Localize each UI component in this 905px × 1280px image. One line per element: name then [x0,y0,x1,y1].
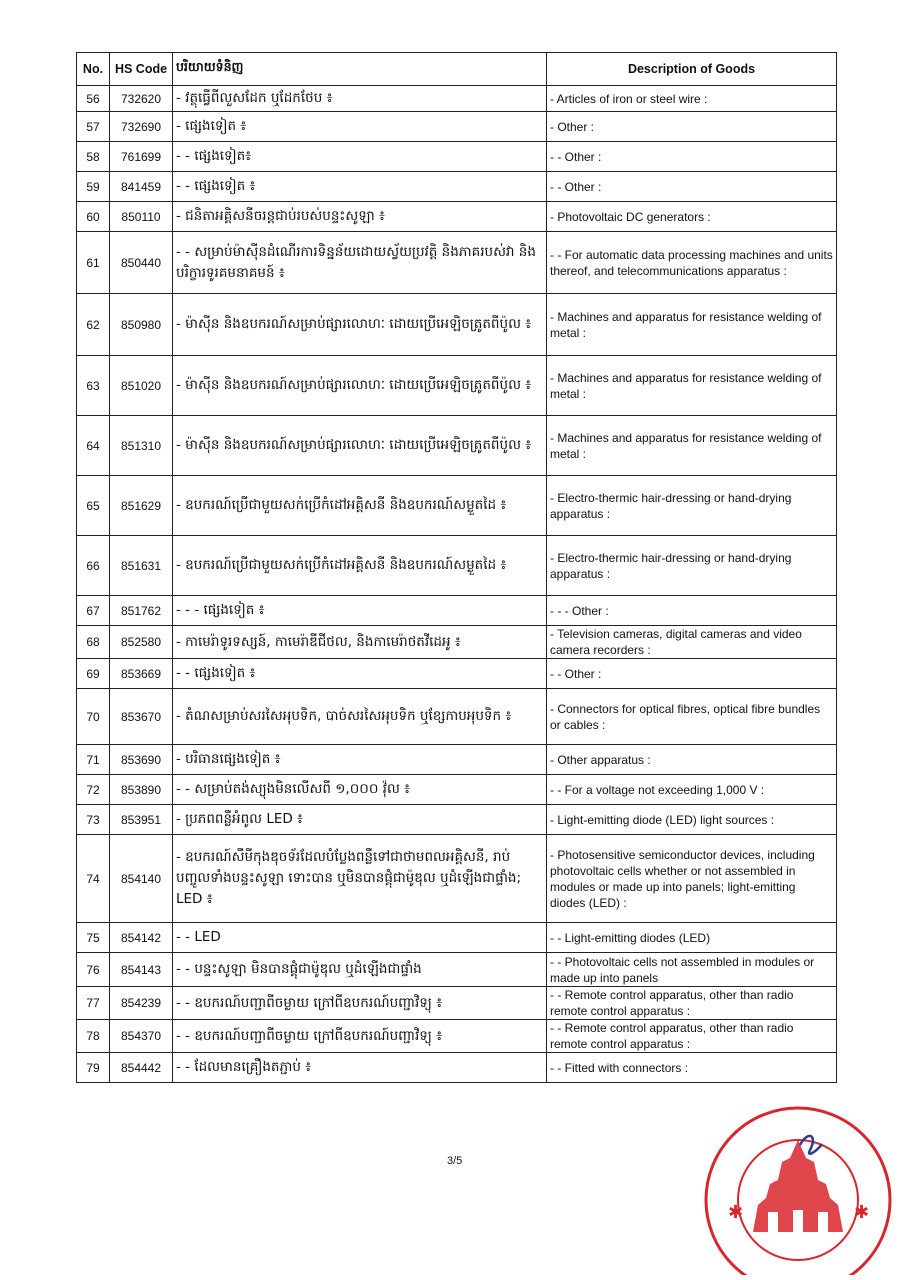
cell-english-description: - Photosensitive semiconductor devices, including photovoltaic cells whether or not assembled in modules or made up into panels; light-emitting diodes (LED) : [547,835,837,923]
cell-no: 63 [77,356,110,416]
cell-english-description: - Light-emitting diode (LED) light sources : [547,805,837,835]
cell-no: 64 [77,416,110,476]
cell-no: 76 [77,953,110,987]
cell-khmer-description: - ផ្សេងទៀត ៖ [173,112,547,142]
table-row [77,112,837,142]
cell-hs-code: 732620 [110,86,173,112]
cell-no: 62 [77,294,110,356]
cell-no: 67 [77,596,110,626]
cell-english-description: - - For automatic data processing machines and units thereof, and telecommunications apparatus : [547,232,837,294]
cell-khmer-description: - បរិធានផ្សេងទៀត ៖ [173,745,547,775]
cell-english-description: - - Light-emitting diodes (LED) [547,923,837,953]
table-row [77,835,837,923]
cell-hs-code: 854370 [110,1020,173,1053]
cell-no: 73 [77,805,110,835]
table-row [77,775,837,805]
cell-no: 65 [77,476,110,536]
cell-english-description: - - Other : [547,659,837,689]
cell-english-description: - - Remote control apparatus, other than radio remote control apparatus : [547,987,837,1020]
cell-hs-code: 853669 [110,659,173,689]
cell-hs-code: 850440 [110,232,173,294]
cell-khmer-description: - - សម្រាប់ម៉ាស៊ីនដំណើរការទិន្នន័យដោយស្វ័យប្រវត្តិ និងភាគរបស់វា និងបរិក្ខារទូរគមនាគមន៍ ៖ [173,232,547,294]
cell-no: 74 [77,835,110,923]
cell-khmer-description: - - - ផ្សេងទៀត ៖ [173,596,547,626]
header-no: No. [77,53,110,86]
cell-english-description: - Electro-thermic hair-dressing or hand-drying apparatus : [547,476,837,536]
cell-khmer-description: - - ឧបករណ៍បញ្ជាពីចម្ងាយ ក្រៅពីឧបករណ៍បញ្ជាវិទ្យុ ៖ [173,987,547,1020]
table-row [77,142,837,172]
cell-english-description: - Other : [547,112,837,142]
cell-no: 60 [77,202,110,232]
table-row [77,987,837,1020]
table-row [77,356,837,416]
cell-no: 66 [77,536,110,596]
table-row [77,202,837,232]
cell-english-description: - Articles of iron or steel wire : [547,86,837,112]
table-row [77,416,837,476]
cell-hs-code: 852580 [110,626,173,659]
cell-english-description: - - - Other : [547,596,837,626]
cell-no: 57 [77,112,110,142]
cell-english-description: - Television cameras, digital cameras and video camera recorders : [547,626,837,659]
cell-english-description: - - Fitted with connectors : [547,1053,837,1083]
cell-hs-code: 850110 [110,202,173,232]
cell-no: 56 [77,86,110,112]
cell-no: 70 [77,689,110,745]
official-seal-icon [698,1100,898,1275]
cell-no: 68 [77,626,110,659]
cell-khmer-description: - ម៉ាស៊ីន និងឧបករណ៍សម្រាប់ផ្សារលោហៈ ដោយប្រើអេឡិចត្រូតពីប៉ូល ៖ [173,356,547,416]
svg-text:✱: ✱ [854,1202,870,1223]
header-english-description: Description of Goods [547,53,837,86]
cell-khmer-description: - - ដែលមានគ្រឿងតភ្ជាប់ ៖ [173,1053,547,1083]
cell-hs-code: 732690 [110,112,173,142]
cell-english-description: - Electro-thermic hair-dressing or hand-drying apparatus : [547,536,837,596]
cell-no: 79 [77,1053,110,1083]
cell-hs-code: 853951 [110,805,173,835]
cell-khmer-description: - - LED [173,923,547,953]
cell-khmer-description: - - ផ្សេងទៀត៖ [173,142,547,172]
table-row [77,923,837,953]
table-row [77,689,837,745]
cell-hs-code: 854140 [110,835,173,923]
cell-hs-code: 854442 [110,1053,173,1083]
table-row [77,953,837,987]
cell-no: 69 [77,659,110,689]
table-body [77,86,837,1083]
cell-hs-code: 854142 [110,923,173,953]
cell-no: 78 [77,1020,110,1053]
cell-hs-code: 851020 [110,356,173,416]
table-row [77,294,837,356]
cell-khmer-description: - - ផ្សេងទៀត ៖ [173,659,547,689]
cell-hs-code: 853690 [110,745,173,775]
cell-hs-code: 854143 [110,953,173,987]
cell-khmer-description: - - ឧបករណ៍បញ្ជាពីចម្ងាយ ក្រៅពីឧបករណ៍បញ្ជាវិទ្យុ ៖ [173,1020,547,1053]
table-row [77,86,837,112]
table-row [77,1020,837,1053]
cell-khmer-description: - ឧបករណ៍សឺមីកុងឌុចទ័រដែលបំប្លែងពន្លឺទៅជាថាមពលអគ្គិសនី, រាប់បញ្ចូលទាំងបន្ទះសូឡា ទោះបាន ឬមិនបានផ្គុំជាម៉ូឌុល ឬដំឡើងជាផ្ទាំង; LED ៖ [173,835,547,923]
cell-no: 77 [77,987,110,1020]
cell-hs-code: 851629 [110,476,173,536]
table-row [77,232,837,294]
cell-no: 72 [77,775,110,805]
table-row [77,745,837,775]
cell-hs-code: 851631 [110,536,173,596]
cell-hs-code: 850980 [110,294,173,356]
cell-english-description: - Machines and apparatus for resistance welding of metal : [547,416,837,476]
cell-hs-code: 851310 [110,416,173,476]
table-row [77,536,837,596]
cell-khmer-description: - ឧបករណ៍ប្រើជាមួយសក់ប្រើកំដៅអគ្គិសនី និងឧបករណ៍សម្ងួតដៃ ៖ [173,476,547,536]
svg-text:✱: ✱ [728,1202,744,1223]
cell-khmer-description: - ជនិតាអគ្គិសនីចរន្តជាប់របស់បន្ទះសូឡា ៖ [173,202,547,232]
cell-english-description: - Connectors for optical fibres, optical fibre bundles or cables : [547,689,837,745]
cell-hs-code: 761699 [110,142,173,172]
cell-english-description: - - Photovoltaic cells not assembled in modules or made up into panels [547,953,837,987]
table-header-row [77,53,837,86]
table-row [77,805,837,835]
cell-khmer-description: - ឧបករណ៍ប្រើជាមួយសក់ប្រើកំដៅអគ្គិសនី និងឧបករណ៍សម្ងួតដៃ ៖ [173,536,547,596]
cell-english-description: - - For a voltage not exceeding 1,000 V : [547,775,837,805]
cell-no: 75 [77,923,110,953]
cell-hs-code: 851762 [110,596,173,626]
cell-khmer-description: - តំណសម្រាប់សរសៃអុបទិក, បាច់សរសៃអុបទិក ឬខ្សែកាបអុបទិក ៖ [173,689,547,745]
cell-english-description: - Photovoltaic DC generators : [547,202,837,232]
table-row [77,476,837,536]
table-row [77,1053,837,1083]
cell-english-description: - - Other : [547,142,837,172]
table-row [77,659,837,689]
cell-no: 58 [77,142,110,172]
header-khmer-description: បរិយាយទំនិញ [173,53,547,86]
cell-khmer-description: - - បន្ទះសូឡា មិនបានផ្គុំជាម៉ូឌុល ឬដំឡើងជាផ្ទាំង [173,953,547,987]
cell-no: 61 [77,232,110,294]
page-number: 3/5 [447,1155,463,1167]
table-row [77,626,837,659]
cell-khmer-description: - ប្រភពពន្លឺអំពូល LED ៖ [173,805,547,835]
cell-hs-code: 853890 [110,775,173,805]
cell-english-description: - - Other : [547,172,837,202]
cell-no: 71 [77,745,110,775]
cell-khmer-description: - - ផ្សេងទៀត ៖ [173,172,547,202]
table-row [77,596,837,626]
cell-hs-code: 854239 [110,987,173,1020]
cell-english-description: - - Remote control apparatus, other than radio remote control apparatus : [547,1020,837,1053]
cell-english-description: - Machines and apparatus for resistance welding of metal : [547,356,837,416]
cell-khmer-description: - កាមេរ៉ាទូរទស្សន៍, កាមេរ៉ាឌីជីថល, និងកាមេរ៉ាថតវីដេអូ ៖ [173,626,547,659]
cell-english-description: - Machines and apparatus for resistance welding of metal : [547,294,837,356]
cell-khmer-description: - ម៉ាស៊ីន និងឧបករណ៍សម្រាប់ផ្សារលោហៈ ដោយប្រើអេឡិចត្រូតពីប៉ូល ៖ [173,294,547,356]
cell-english-description: - Other apparatus : [547,745,837,775]
cell-no: 59 [77,172,110,202]
table-row [77,172,837,202]
cell-hs-code: 853670 [110,689,173,745]
cell-hs-code: 841459 [110,172,173,202]
header-hs-code: HS Code [110,53,173,86]
cell-khmer-description: - វត្ថុធ្វើពីលួសដែក ឬដែកថែប ៖ [173,86,547,112]
cell-khmer-description: - ម៉ាស៊ីន និងឧបករណ៍សម្រាប់ផ្សារលោហៈ ដោយប្រើអេឡិចត្រូតពីប៉ូល ៖ [173,416,547,476]
cell-khmer-description: - - សម្រាប់តង់ស្យុងមិនលើសពី ១,០០០ វ៉ុល ៖ [173,775,547,805]
goods-table [76,52,837,1083]
